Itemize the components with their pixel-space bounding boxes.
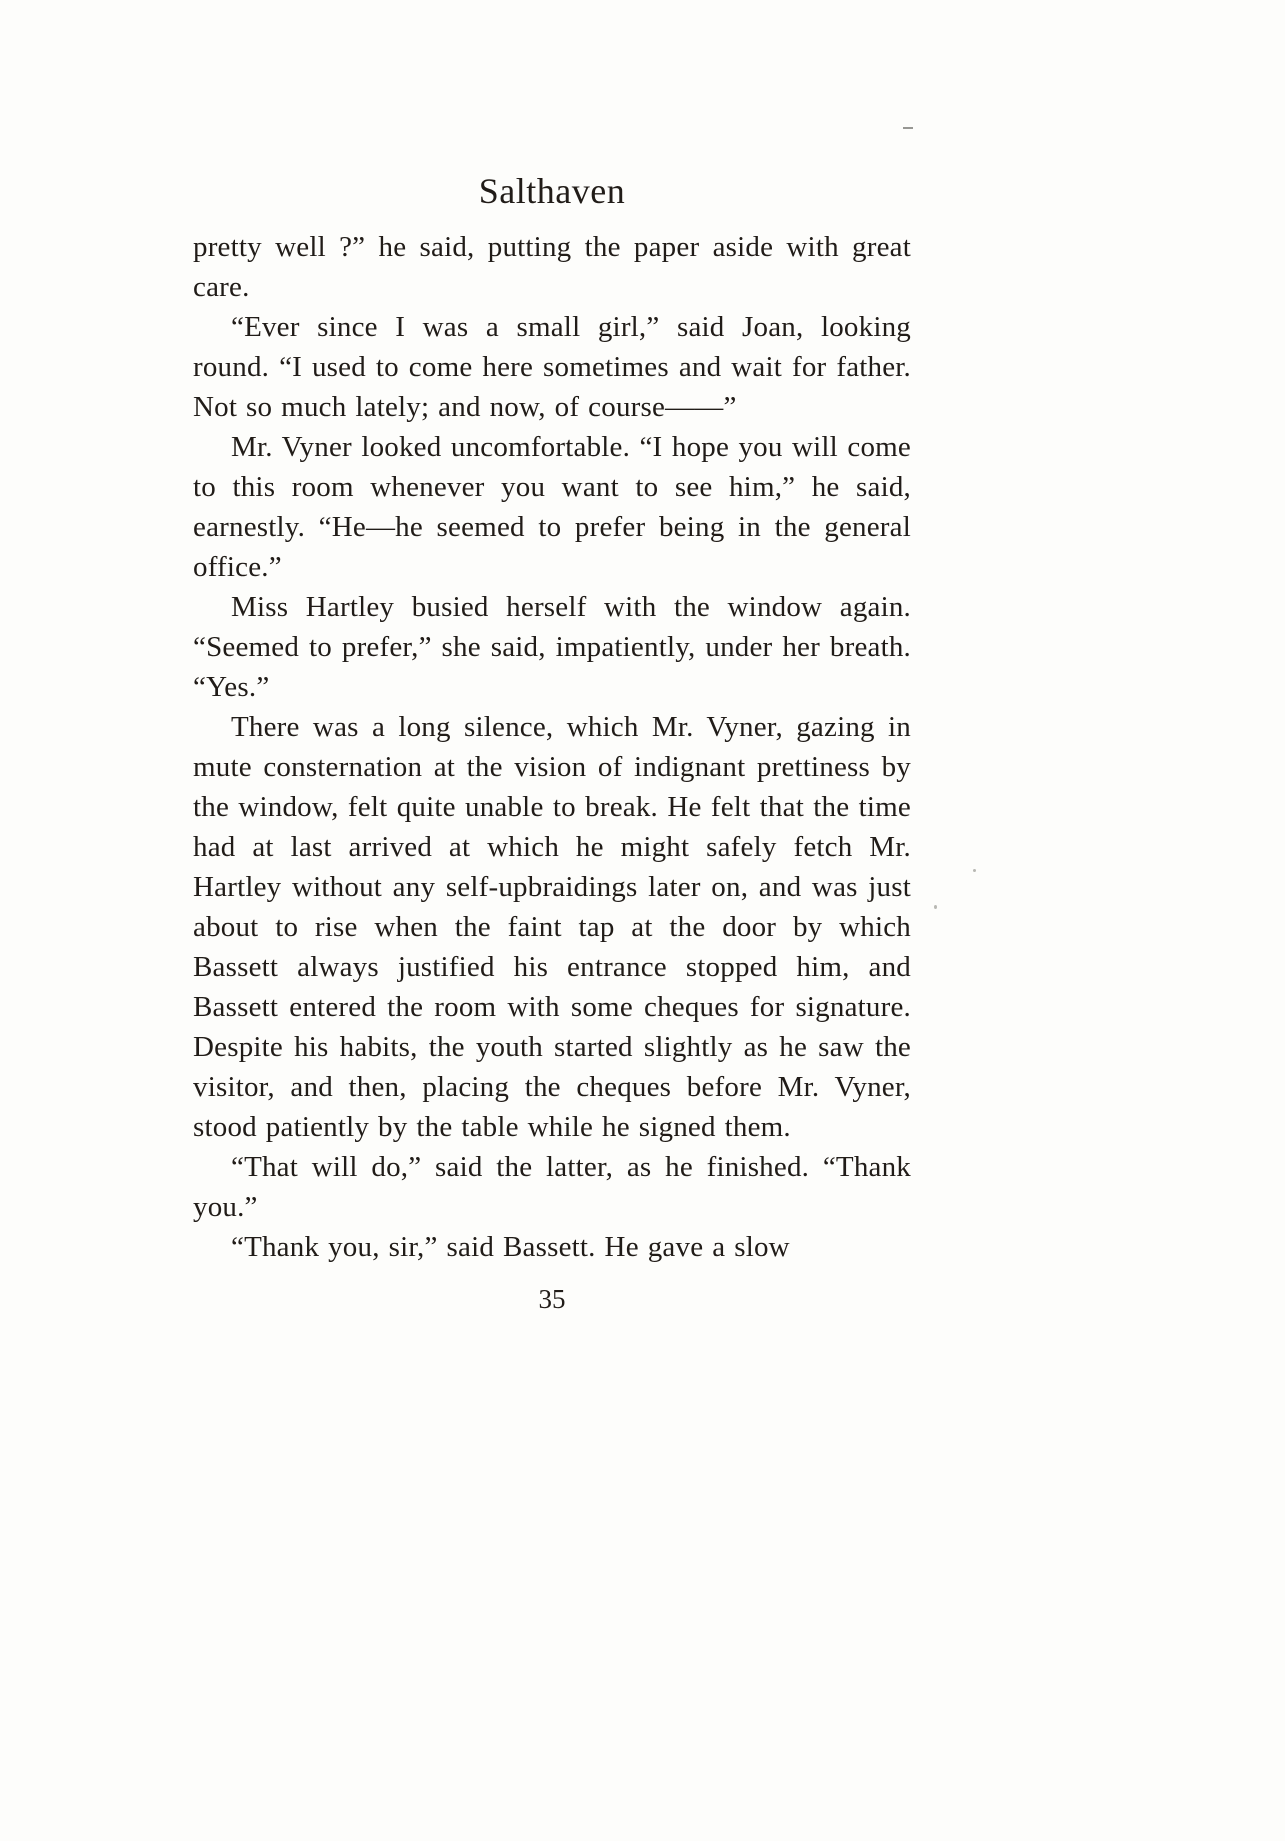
paragraph-6: “That will do,” said the latter, as he finished. “Thank you.” — [193, 1151, 911, 1224]
page-number: 35 — [538, 1284, 566, 1315]
paragraph-4: Miss Hartley busied herself with the window again. “Seemed to prefer,” she said, impatiently, under her breath. “Yes.” — [193, 591, 911, 704]
scan-artifact-dot — [973, 869, 976, 872]
paragraph-1: pretty well ?” he said, putting the paper aside with great care. — [193, 231, 911, 304]
paragraph-3: Mr. Vyner looked uncomfortable. “I hope you will come to this room whenever you want to see him,” he said, earnestly. “He—he seemed to prefer being in the general office.” — [193, 431, 911, 584]
paragraph-2: “Ever since I was a small girl,” said Joan, looking round. “I used to come here sometimes and wait for father. Not so much lately; and now, of course——” — [193, 311, 911, 424]
paragraph-5: There was a long silence, which Mr. Vyner, gazing in mute consternation at the vision of indignant prettiness by the window, felt quite unable to break. He felt that the time had at last arrived at which he might safely fetch Mr. Hartley without any self-upbraidings later on, and was just about to rise when the faint tap at the door by which Bassett always justified his entrance stopped him, and Bassett entered the room with some cheques for signature. Despite his habits, the youth started slightly as he saw the visitor, and then, placing the cheques before Mr. Vyner, stood patiently by the table while he signed them. — [193, 711, 911, 1144]
paragraph-7: “Thank you, sir,” said Bassett. He gave a slow — [231, 1231, 790, 1264]
running-head-title: Salthaven — [478, 171, 626, 211]
scan-artifact-dash — [903, 127, 913, 129]
scan-artifact-dot — [934, 905, 937, 909]
page-body — [193, 170, 911, 1316]
